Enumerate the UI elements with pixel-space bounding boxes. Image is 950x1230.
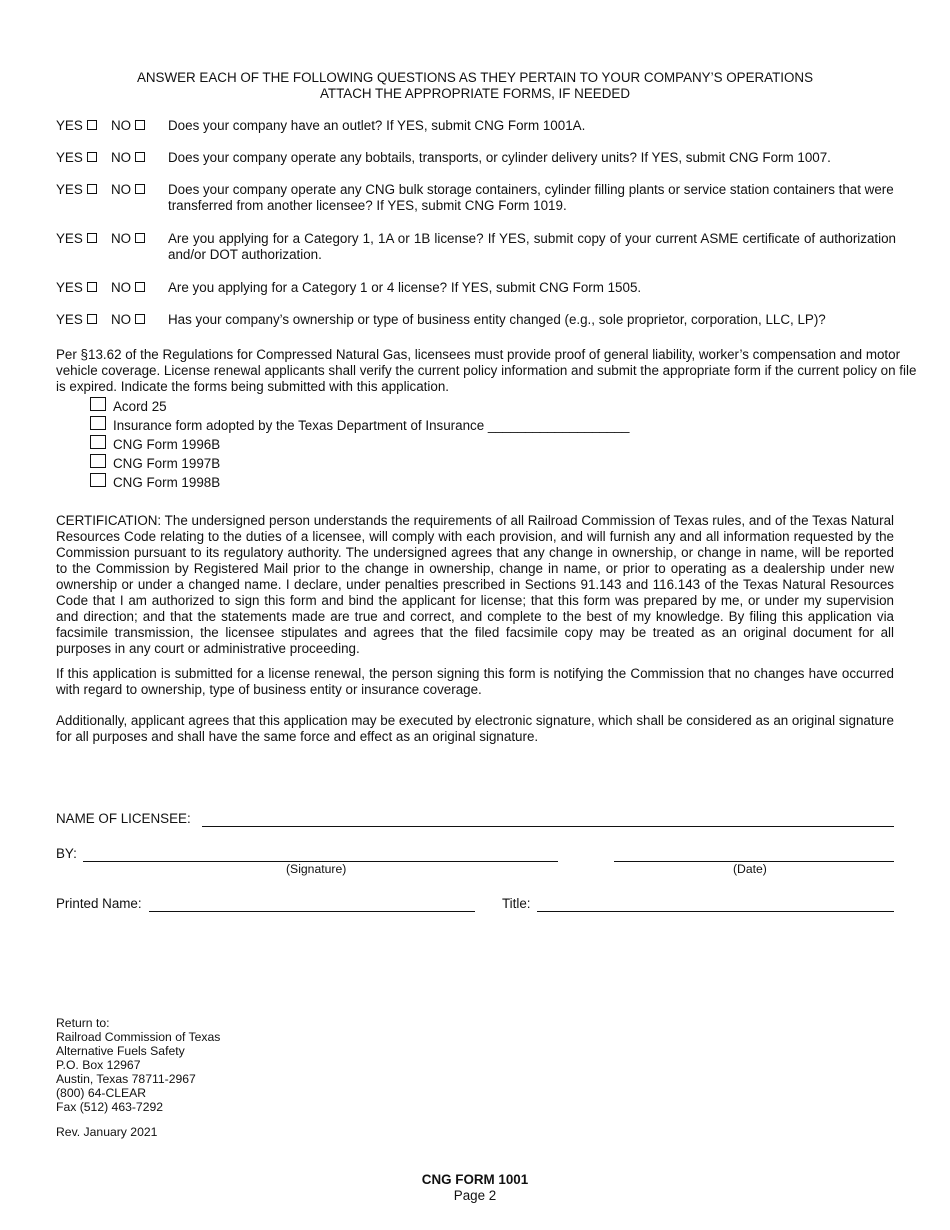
question-6-no[interactable] [111,312,145,327]
printed-name-label: Printed Name: [56,896,142,911]
yes-checkbox[interactable] [87,152,97,162]
question-4-no[interactable] [111,231,145,246]
header-line-2: ATTACH THE APPROPRIATE FORMS, IF NEEDED [319,86,630,101]
insurance-option-label: CNG Form 1996B [113,437,221,452]
yes-label: YES [56,280,83,295]
insurance-option-label: Acord 25 [113,399,167,414]
return-to-label: Return to: [56,1016,110,1030]
yes-checkbox[interactable] [87,314,97,324]
page-header [0,70,950,102]
yes-checkbox[interactable] [87,282,97,292]
by-label: BY: [56,846,77,861]
return-address [56,1016,220,1114]
insurance-paragraph: Per §13.62 of the Regulations for Compressed Natural Gas, licensees must provide proof of general liability, worker’s compensation and motor vehicle coverage. License renewal applicants shall verify the current policy information and submit the appropriate form if the current policy on file is expired. Indicate the forms being submitted with this application. [56,347,917,394]
question-2-yes[interactable] [56,150,97,165]
no-checkbox[interactable] [135,184,145,194]
revision-date: Rev. January 2021 [56,1125,158,1139]
no-label: NO [111,118,132,133]
no-checkbox[interactable] [135,233,145,243]
licensee-label: NAME OF LICENSEE: [56,811,191,826]
no-checkbox[interactable] [135,282,145,292]
question-1-yes[interactable] [56,118,97,133]
no-label: NO [111,182,132,197]
yes-checkbox[interactable] [87,184,97,194]
question-1-no[interactable] [111,118,145,133]
renewal-paragraph: If this application is submitted for a license renewal, the person signing this form is notifying the Commission that no changes have occurred with regard to ownership, type of business entity or insurance coverage. [56,666,894,697]
question-1-text: Does your company have an outlet? If YES, submit CNG Form 1001A. [168,118,586,133]
page-footer [0,1172,950,1204]
question-3-yes[interactable] [56,182,97,197]
yes-label: YES [56,312,83,327]
return-address-line: Railroad Commission of Texas [56,1030,221,1044]
insurance-option-label: Insurance form adopted by the Texas Department of Insurance ___________________ [113,418,630,433]
insurance-option-checkbox[interactable] [90,397,106,411]
title-field[interactable] [537,911,894,912]
insurance-option-checkbox[interactable] [90,435,106,449]
insurance-option-checkbox[interactable] [90,473,106,487]
insurance-option-label: CNG Form 1997B [113,456,221,471]
no-checkbox[interactable] [135,314,145,324]
insurance-option-checkbox[interactable] [90,454,106,468]
question-2-text: Does your company operate any bobtails, transports, or cylinder delivery units? If YES, submit CNG Form 1007. [168,150,831,165]
question-4-yes[interactable] [56,231,97,246]
yes-checkbox[interactable] [87,120,97,130]
no-label: NO [111,150,132,165]
question-6-text: Has your company’s ownership or type of business entity changed (e.g., sole proprietor, corporation, LLC, LP)? [168,312,826,327]
yes-label: YES [56,118,83,133]
question-4-text: Are you applying for a Category 1, 1A or 1B license? If YES, submit copy of your current ASME certificate of authorization and/or DOT authorization. [168,231,896,262]
question-5-text: Are you applying for a Category 1 or 4 license? If YES, submit CNG Form 1505. [168,280,642,295]
question-5-yes[interactable] [56,280,97,295]
no-checkbox[interactable] [135,120,145,130]
yes-checkbox[interactable] [87,233,97,243]
no-label: NO [111,231,132,246]
return-address-line: Alternative Fuels Safety [56,1044,185,1058]
question-2-no[interactable] [111,150,145,165]
return-address-line: Austin, Texas 78711-2967 [56,1072,196,1086]
no-checkbox[interactable] [135,152,145,162]
form-name: CNG FORM 1001 [421,1172,529,1187]
esignature-paragraph: Additionally, applicant agrees that this application may be executed by electronic signature, which shall be considered as an original signature for all purposes and shall have the same force and effect as an original signature. [56,713,894,744]
return-address-line: P.O. Box 12967 [56,1058,141,1072]
page-number: Page 2 [453,1188,497,1203]
yes-label: YES [56,182,83,197]
question-3-no[interactable] [111,182,145,197]
return-address-phone: (800) 64-CLEAR [56,1086,147,1100]
yes-label: YES [56,231,83,246]
signature-caption: (Signature) [286,862,347,876]
header-line-1: ANSWER EACH OF THE FOLLOWING QUESTIONS AS THEY PERTAIN TO YOUR COMPANY’S OPERATIONS [136,70,814,85]
insurance-option-label: CNG Form 1998B [113,475,221,490]
date-caption: (Date) [733,862,767,876]
printed-name-field[interactable] [149,911,475,912]
licensee-name-field[interactable] [202,826,894,827]
insurance-option-checkbox[interactable] [90,416,106,430]
no-label: NO [111,312,132,327]
certification-paragraph: CERTIFICATION: The undersigned person understands the requirements of all Railroad Commission of Texas rules, and of the Texas Natural Resources Code relating to the duties of a licensee, will comply with each provision, and will furnish any and all information requested by the Commission pursuant to its regulatory authority. The undersigned agrees that any change in ownership, or change in name, will be reported to the Commission by Registered Mail prior to the change in ownership, change in name, or prior to operating as a dealership under new ownership or under a changed name. I declare, under penalties prescribed in Sections 91.143 and 116.143 of the Texas Natural Resources Code that I am authorized to sign this form and bind the applicant for license; that this form was prepared by me, or under my supervision and direction; and that the statements made are true and correct, and complete to the best of my knowledge. By filing this application via facsimile transmission, the licensee stipulates and agrees that the filed facsimile copy may be treated as an original document for all purposes in any court or administrative proceeding. [56,513,894,656]
yes-label: YES [56,150,83,165]
question-3-text: Does your company operate any CNG bulk storage containers, cylinder filling plants or service station containers that were transferred from another licensee? If YES, submit CNG Form 1019. [168,182,894,213]
question-6-yes[interactable] [56,312,97,327]
no-label: NO [111,280,132,295]
title-label: Title: [502,896,531,911]
question-5-no[interactable] [111,280,145,295]
return-address-fax: Fax (512) 463-7292 [56,1100,164,1114]
